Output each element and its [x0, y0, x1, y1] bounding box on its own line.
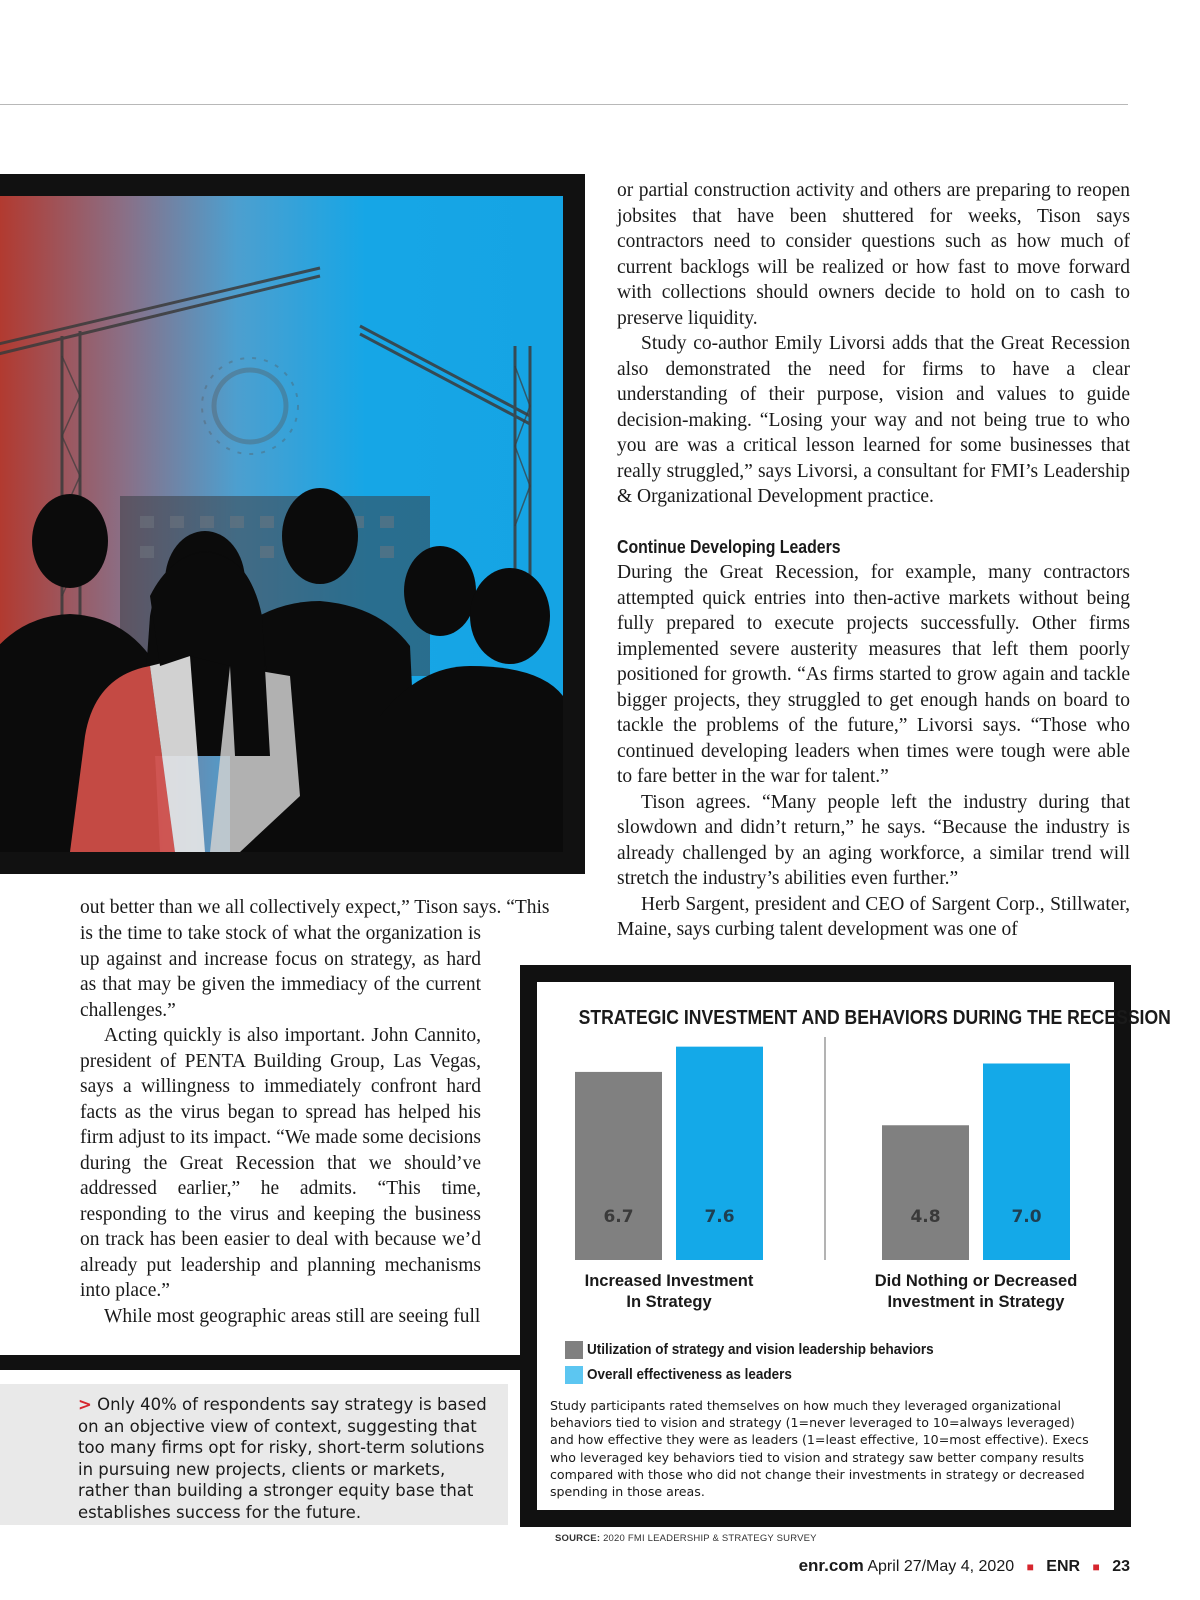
pull-quote-rule: [0, 1355, 521, 1370]
hero-illustration: [0, 196, 563, 852]
source-text: 2020 FMI LEADERSHIP & STRATEGY SURVEY: [603, 1533, 817, 1544]
footer-date: April 27/May 4, 2020: [867, 1558, 1015, 1575]
footer-page-number: 23: [1112, 1558, 1130, 1575]
category-label: In Strategy: [626, 1293, 712, 1311]
bar-value-label: 4.8: [910, 1207, 941, 1227]
page-footer: [799, 1556, 1130, 1576]
bar-value-label: 7.0: [1011, 1207, 1042, 1227]
legend-swatch-blue: [565, 1366, 583, 1384]
pull-quote-marker-icon: >: [78, 1395, 92, 1414]
category-label: Investment in Strategy: [887, 1293, 1065, 1311]
chart-note: Study participants rated themselves on how much they leveraged organizational behaviors tied to vision and strategy (1=never leveraged to 10=always leveraged) and how effective they were as leaders (1=least effective, 10=most effective). Execs who leveraged key behaviors tied to vision and strategy saw better company results compared with those who did not change their investments in strategy or decreased spending in those areas.: [550, 1398, 1089, 1500]
legend-swatch-gray: [565, 1341, 583, 1359]
chart-title: STRATEGIC INVESTMENT AND BEHAVIORS DURING THE RECESSION: [578, 1007, 1171, 1029]
legend-item-effectiveness: [565, 1362, 972, 1387]
pull-quote-text: [78, 1394, 498, 1523]
paragraph: During the Great Recession, for example, many contractors attempted quick entries into then-active markets without being fully prepared to execute projects successfully. Other firms implemented severe austerity measures that left them poorly positioned for growth. “As firms started to grow again and tackle bigger projects, they struggled to get enough hands on board to tackle the problems of the future,” Livorsi says. “Those who continued developing leaders when times were tough were able to fare better in the war for talent.”: [617, 562, 1130, 787]
paragraph-lead-line: out better than we all collectively expect,” Tison says. “This: [80, 897, 550, 918]
legend-label: Utilization of strategy and vision leadership behaviors: [587, 1341, 934, 1358]
footer-magazine: ENR: [1046, 1558, 1081, 1575]
footer-separator-icon: ■: [1026, 1560, 1034, 1574]
bar-0-0: [575, 1072, 662, 1260]
bar-1-1: [983, 1063, 1070, 1260]
chart-legend: [565, 1337, 972, 1387]
paragraph: is the time to take stock of what the organization is up against and increase focus on strategy, as hard as that may be given the immediacy of the current challenges.”: [80, 923, 481, 1021]
footer-separator-icon: ■: [1092, 1560, 1100, 1574]
bar-value-label: 7.6: [704, 1207, 735, 1227]
paragraph: Herb Sargent, president and CEO of Sargent Corp., Stillwater, Maine, says curbing talent development was one of: [617, 893, 1130, 940]
section-subhead: Continue Developing Leaders: [617, 536, 841, 557]
chart-frame: [520, 965, 1171, 1527]
legend-item-utilization: [565, 1337, 972, 1362]
paragraph: Acting quickly is also important. John Cannito, president of PENTA Building Group, Las Vegas, says a willingness to immediately confront hard facts as the virus began to spread has helped his firm adjust to its impact. “We made some decisions during the Great Recession that we should’ve addressed earlier,” he admits. “This time, responding to the virus and keeping the business on track has been easier to deal with because we’d already put leadership and planning mechanisms into place.”: [80, 1025, 481, 1301]
category-label: Did Nothing or Decreased: [874, 1272, 1078, 1290]
top-rule: [0, 104, 1128, 105]
category-label: Increased Investment: [584, 1272, 754, 1290]
construction-crowd-illustration: [0, 196, 563, 852]
bar-chart: [537, 982, 1171, 1332]
footer-site: enr.com: [798, 1556, 864, 1575]
legend-label: Overall effectiveness as leaders: [587, 1366, 792, 1383]
bar-value-label: 6.7: [603, 1207, 634, 1227]
bar-1-0: [882, 1125, 969, 1260]
pull-quote-body: Only 40% of respondents say strategy is based on an objective view of context, suggesting that too many firms opt for risky, short-term solutions in pursuing new projects, clients or markets, rather than building a stronger equity base that establishes success for the future.: [78, 1395, 487, 1522]
source-label: SOURCE:: [555, 1533, 601, 1544]
paragraph: Study co-author Emily Livorsi adds that the Great Recession also demonstrated the need for firms to have a clear understanding of their purpose, vision and values to guide decision-making. “Losing your way and not being true to who you are was a critical lesson learned for some businesses that really struggled,” says Livorsi, a consultant for FMI’s Leadership & Organizational Development practice.: [617, 333, 1130, 507]
paragraph: or partial construction activity and others are preparing to reopen jobsites that have been shuttered for weeks, Tison says contractors need to consider questions such as how much of current backlogs will be realized or how fast to move forward with collections should owners decide to hold on to cash to preserve liquidity.: [617, 180, 1130, 329]
hero-image-frame: [0, 174, 585, 874]
bar-0-1: [676, 1047, 763, 1260]
article-right-column: [617, 178, 1130, 943]
pull-quote: [0, 1384, 508, 1525]
paragraph: While most geographic areas still are seeing full: [104, 1305, 481, 1327]
article-left-column: [80, 921, 481, 1329]
chart-panel: [537, 982, 1171, 1510]
chart-source: [555, 1533, 817, 1544]
paragraph: Tison agrees. “Many people left the industry during that slowdown and didn’t return,” he says. “Because the industry is already challenged by an aging workforce, a similar trend will stretch the industry’s abilities even further.”: [617, 791, 1130, 889]
